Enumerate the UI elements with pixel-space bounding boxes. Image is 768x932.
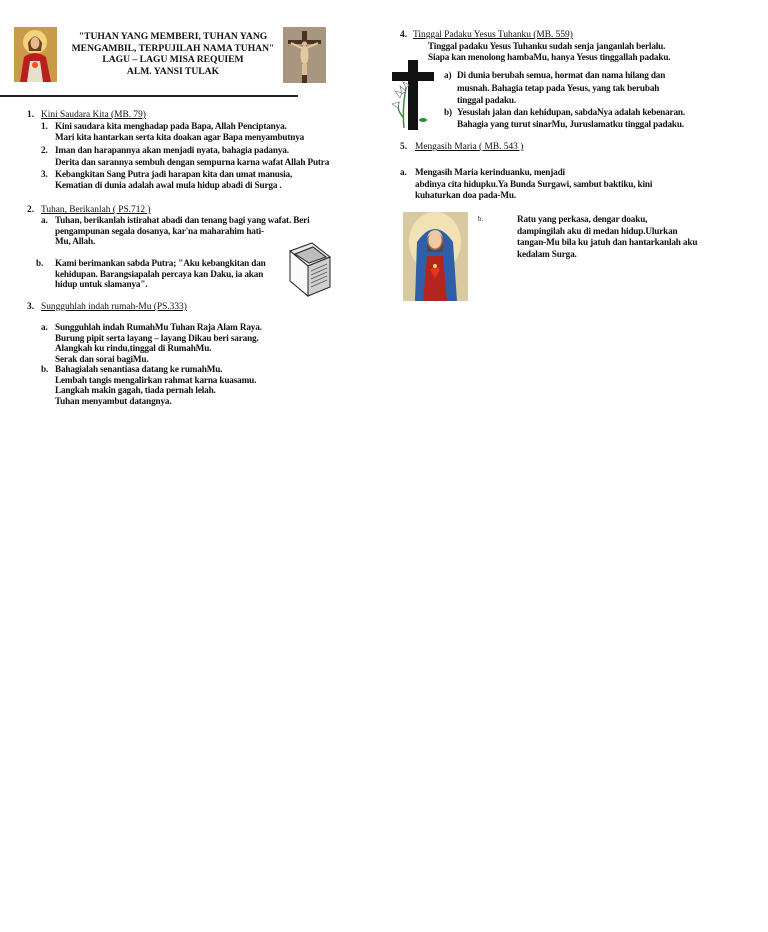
verse-line: Serak dan sorai bagiMu. xyxy=(55,353,149,364)
verse-line: Iman dan harapannya akan menjadi nyata, bahagia padanya. xyxy=(55,145,289,155)
song-1-verse-3-label: 3. xyxy=(41,169,48,179)
bible-book-image xyxy=(287,241,333,299)
verse-line: kehidupan. Barangsiapalah percaya kan Daku, ia akan xyxy=(55,268,264,279)
verse-line: Derita dan sarannya sembuh dengan sempurna karna wafat Allah Putra xyxy=(55,156,330,167)
verse-line: abdinya cita hidupku.Ya Bunda Surgawi, sambut baktiku, kini xyxy=(415,178,653,189)
song-4-intro xyxy=(428,41,670,62)
song-1-verse-1 xyxy=(55,121,304,142)
song-5-verse-a xyxy=(415,167,652,201)
verse-line: Mari kita hantarkan serta kita doakan agar Bapa menyambutnya xyxy=(55,131,305,142)
song-1-number: 1. xyxy=(27,110,35,120)
title-line-3: LAGU – LAGU MISA REQUIEM xyxy=(102,54,244,65)
verse-line: Bahagia yang turut sinarMu, Juruslamatku tinggal padaku. xyxy=(457,118,684,129)
song-1-title: Kini Saudara Kita (MB. 79) xyxy=(41,110,146,120)
header-divider xyxy=(0,95,298,97)
song-2-number: 2. xyxy=(27,205,35,215)
crucifix-image xyxy=(283,27,326,83)
verse-line: Burung pipit serta layang – layang Dikau beri sarang. xyxy=(55,332,259,343)
song-5-verse-a-label: a. xyxy=(400,167,407,177)
song-2-verse-b xyxy=(55,258,266,290)
song-5-verse-b xyxy=(517,214,697,259)
verse-line: Mu, Allah. xyxy=(55,236,96,247)
song-4-verse-a-label: a) xyxy=(444,70,452,80)
song-3-verse-a-label: a. xyxy=(41,322,48,332)
verse-line: musnah. Bahagia tetap pada Yesus, yang tak berubah xyxy=(457,82,660,93)
sacred-heart-jesus-image xyxy=(14,27,57,82)
title-line-2: MENGAMBIL, TERPUJILAH NAMA TUHAN" xyxy=(71,42,275,54)
verse-line: tangan-Mu bila ku jatuh dan hantarkanlah aku xyxy=(517,237,698,248)
song-1-verse-1-label: 1. xyxy=(41,121,48,131)
verse-line: hidup untuk slamanya". xyxy=(55,279,148,290)
song-3-title: Sungguhlah indah rumah-Mu (PS.333) xyxy=(41,302,187,312)
verse-line: Yesuslah jalan dan kehidupan, sabdaNya adalah kebenaran. xyxy=(457,107,686,117)
intro-line: Siapa kan menolong hambaMu, hanya Yesus tinggallah padaku. xyxy=(428,51,671,62)
verse-line: Kami berimankan sabda Putra; "Aku kebangkitan dan xyxy=(55,258,266,268)
cross-lily-image xyxy=(390,58,436,132)
verse-line: Kini saudara kita menghadap pada Bapa, Allah Penciptanya. xyxy=(55,121,287,131)
song-4-verse-a xyxy=(457,70,665,106)
title-line-1: "TUHAN YANG MEMBERI, TUHAN YANG xyxy=(78,31,268,42)
song-4-number: 4. xyxy=(400,30,408,40)
verse-line: Tuhan menyambut datangnya. xyxy=(55,395,172,406)
song-5-number: 5. xyxy=(400,142,408,152)
song-5-title: Mengasih Maria ( MB. 543 ) xyxy=(415,142,524,152)
verse-line: Kebangkitan Sang Putra jadi harapan kita dan umat manusia, xyxy=(55,169,293,179)
verse-line: Sungguhlah indah RumahMu Tuhan Raja Alam Raya. xyxy=(55,322,262,332)
song-4-verse-b-label: b) xyxy=(444,107,452,117)
song-3-verse-a xyxy=(55,322,262,364)
verse-line: Mengasih Maria kerinduanku, menjadi xyxy=(415,167,565,177)
song-2-verse-a xyxy=(55,215,309,247)
document-title xyxy=(63,31,283,77)
song-2-verse-b-label: b. xyxy=(36,258,44,268)
song-1-verse-3 xyxy=(55,169,292,190)
verse-line: kedalam Surga. xyxy=(517,248,577,259)
song-3-number: 3. xyxy=(27,302,35,312)
verse-line: Ratu yang perkasa, dengar doaku, xyxy=(517,214,648,224)
verse-line: Alangkah ku rindu,tinggal di RumahMu. xyxy=(55,343,212,354)
title-line-4: ALM. YANSI TULAK xyxy=(126,65,220,77)
song-5-verse-b-label: b. xyxy=(478,215,483,223)
intro-line: Tinggal padaku Yesus Tuhanku sudah senja janganlah berlalu. xyxy=(428,41,666,51)
song-4-verse-b xyxy=(457,107,685,129)
verse-line: Kematian di dunia adalah awal mula hidup abadi di Surga . xyxy=(55,179,282,190)
song-1-verse-2 xyxy=(55,145,329,167)
verse-line: Langkah makin gagah, tiada pernah lelah. xyxy=(55,385,216,396)
verse-line: Lembah tangis mengalirkan rahmat karna kuasamu. xyxy=(55,374,257,385)
verse-line: dampingilah aku di medan hidup.Ulurkan xyxy=(517,225,678,236)
mary-immaculate-heart-image xyxy=(403,212,468,301)
song-3-verse-b-label: b. xyxy=(41,364,49,374)
verse-line: Di dunia berubah semua, hormat dan nama hilang dan xyxy=(457,70,666,80)
verse-line: pengampunan segala dosanya, kar'na maharahim hati- xyxy=(55,225,264,236)
song-2-verse-a-label: a. xyxy=(41,215,48,225)
song-1-verse-2-label: 2. xyxy=(41,145,48,155)
verse-line: Bahagialah senantiasa datang ke rumahMu. xyxy=(55,364,223,374)
song-3-verse-b xyxy=(55,364,256,406)
verse-line: kuhaturkan doa pada-Mu. xyxy=(415,190,516,201)
verse-line: Tuhan, berikanlah istirahat abadi dan tenang bagi yang wafat. Beri xyxy=(55,215,310,225)
song-4-title: Tinggal Padaku Yesus Tuhanku (MB. 559) xyxy=(413,30,573,40)
song-2-title: Tuhan, Berikanlah ( PS.712 ) xyxy=(41,205,151,215)
verse-line: tinggal padaku. xyxy=(457,95,517,106)
